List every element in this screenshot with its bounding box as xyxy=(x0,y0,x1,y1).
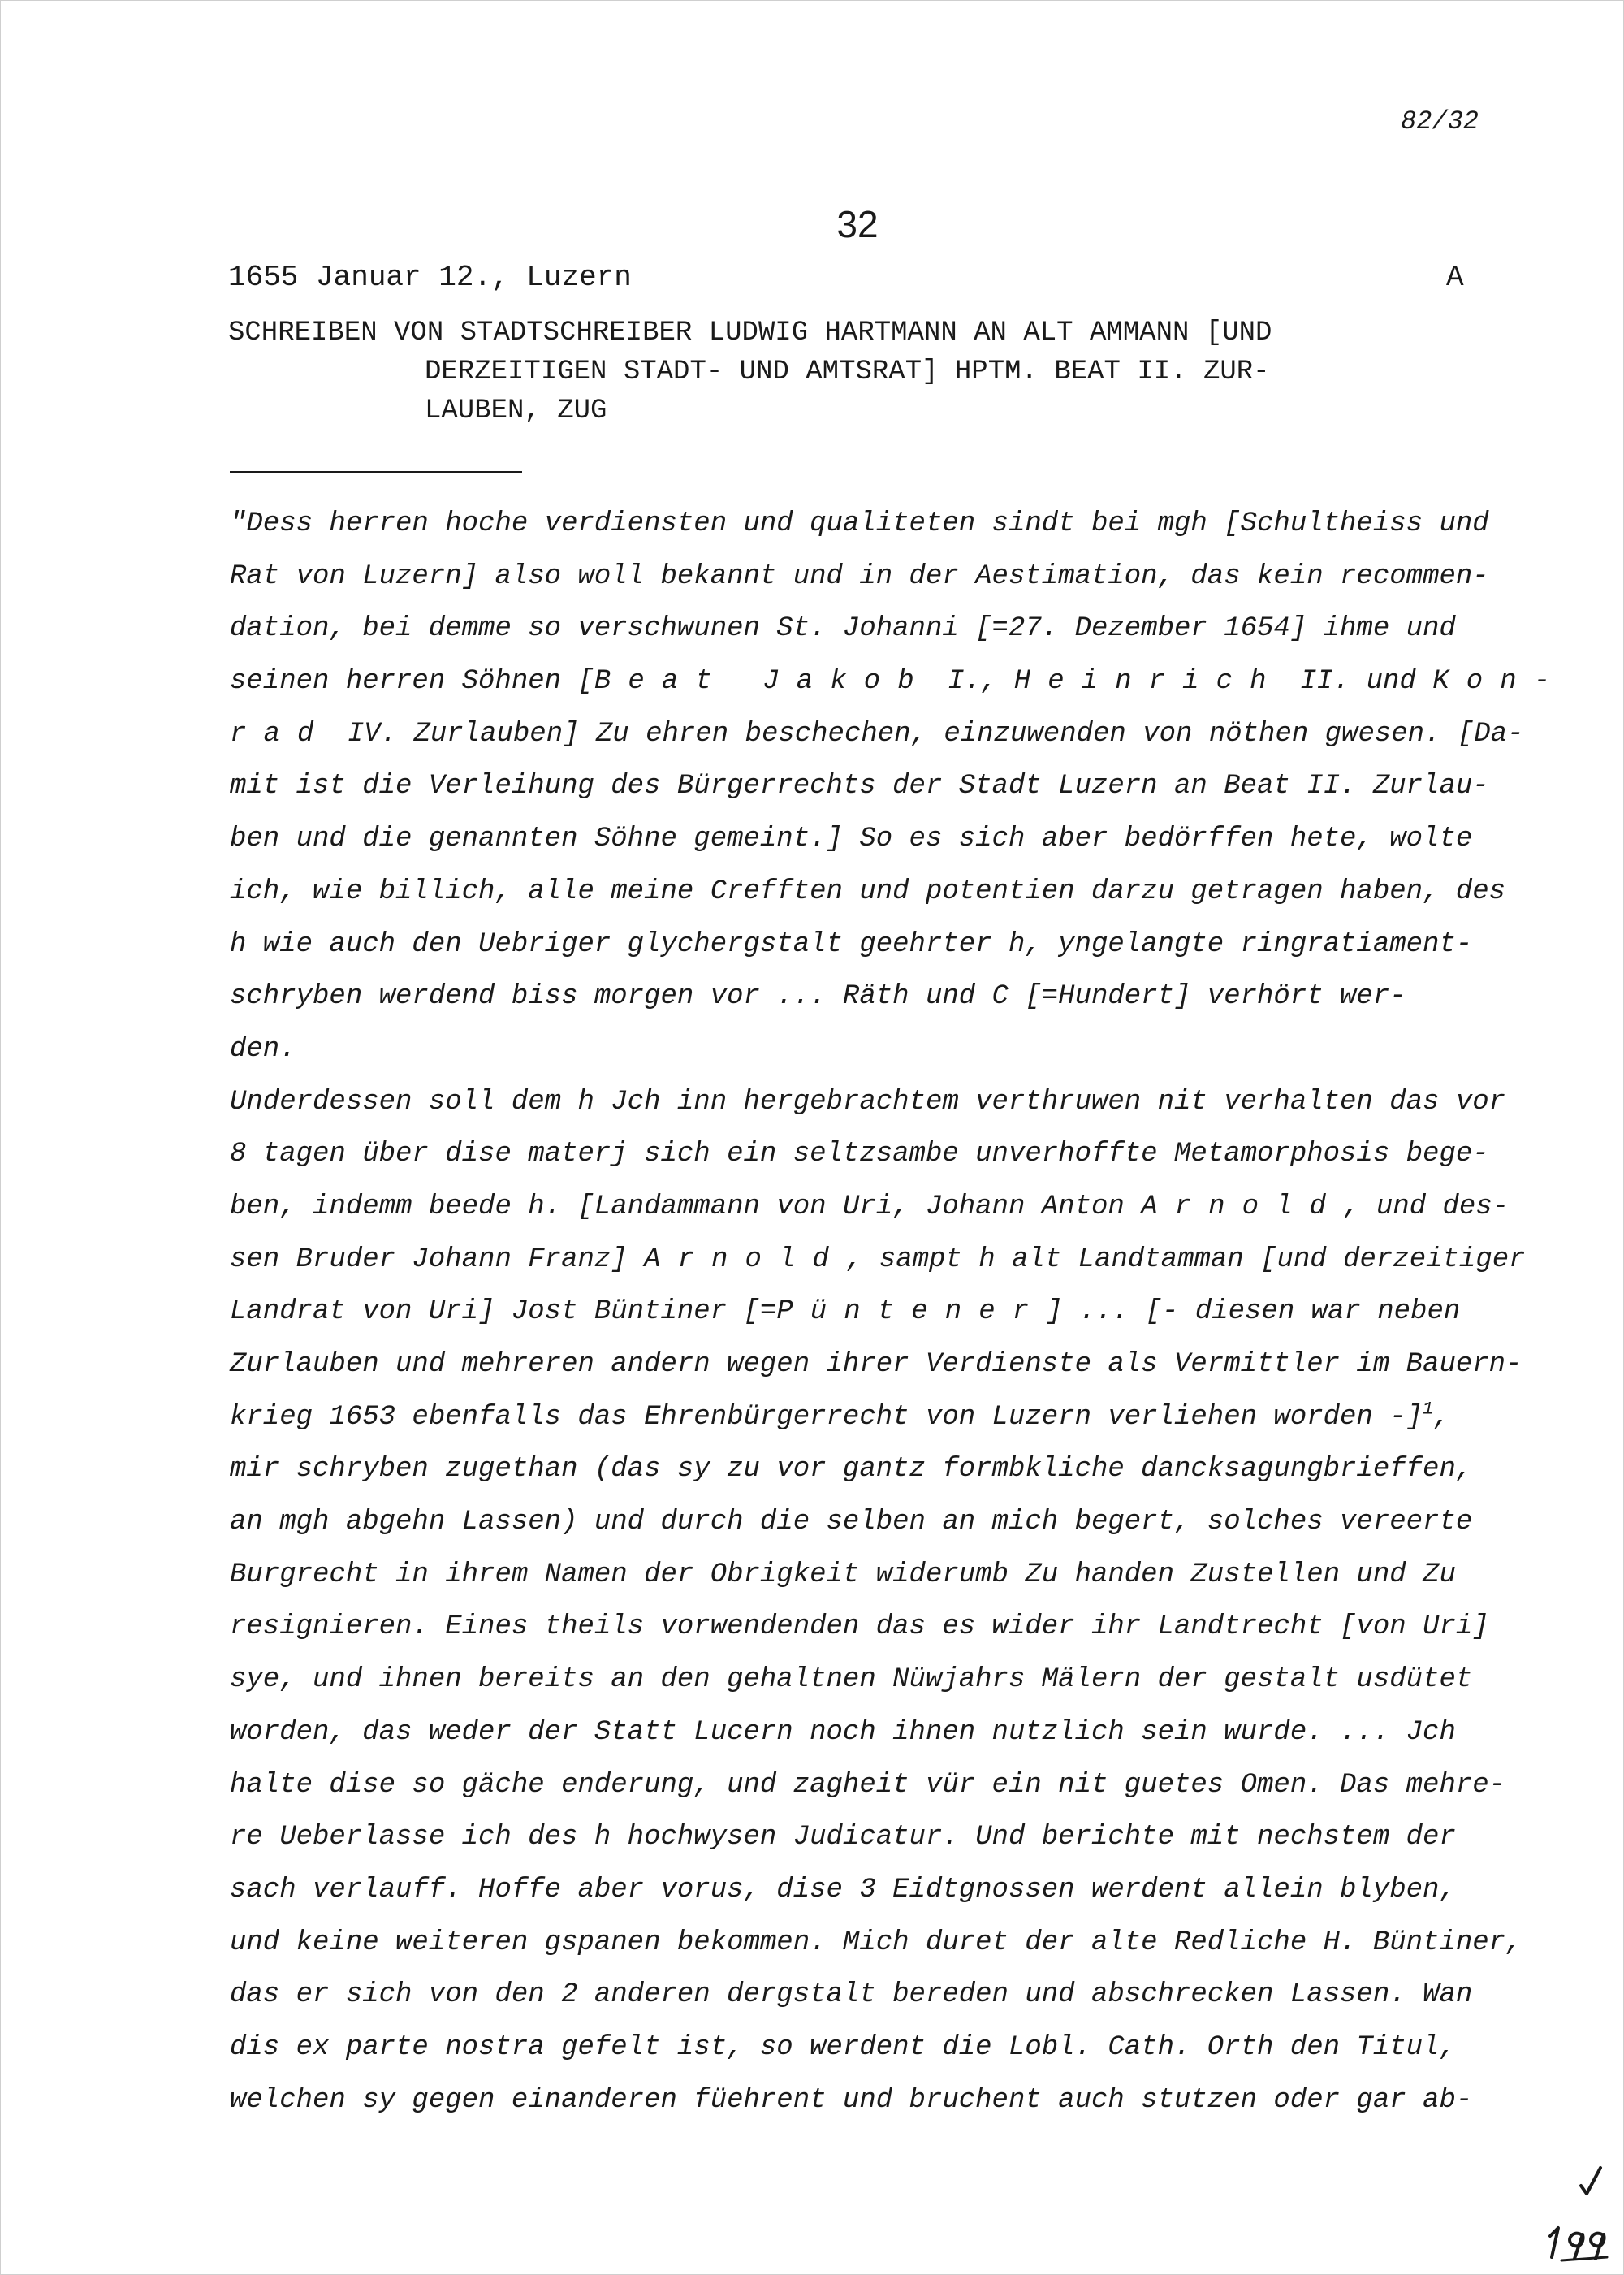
text-line: dation, bei demme so verschwunen St. Johanni [=27. Dezember 1654] ihme und xyxy=(230,613,1456,645)
letter-mark: A xyxy=(1446,261,1464,294)
text-line: ben und die genannten Söhne gemeint.] So es sich aber bedörffen hete, wolte xyxy=(230,824,1473,855)
text-line: schryben werdend biss morgen vor ... Räth und C [=Hundert] verhört wer- xyxy=(230,981,1406,1013)
handwritten-digit xyxy=(1550,2228,1558,2257)
spaced-name: Arnold xyxy=(644,1243,846,1275)
text-line: sen Bruder Johann Franz] Arnold, sampt h alt Landtamman [und derzeitiger xyxy=(230,1243,1526,1275)
date-place-line: 1655 Januar 12., Luzern xyxy=(228,261,632,294)
text-line: re Ueberlasse ich des h hochwysen Judicatur. Und berichte mit nechstem der xyxy=(230,1822,1456,1853)
spaced-name: Beat Jakob xyxy=(594,666,931,698)
spaced-name: Arnold xyxy=(1141,1191,1344,1222)
text-line: Landrat von Uri] Jost Büntiner [=Püntener] ... [- diesen war neben xyxy=(230,1296,1461,1328)
text-line: ben, indemm beede h. [Landammann von Uri, Johann Anton Arnold, und des- xyxy=(230,1191,1510,1222)
handwritten-marks xyxy=(1544,2161,1609,2267)
text-line: "Dess herren hoche verdiensten und qualiteten sindt bei mgh [Schultheiss und xyxy=(230,508,1489,539)
text-line: sye, und ihnen bereits an den gehaltnen Nüwjahrs Mälern der gestalt usdütet xyxy=(230,1664,1473,1696)
text-line: Burgrecht in ihrem Namen der Obrigkeit widerumb Zu handen Zustellen und Zu xyxy=(230,1559,1456,1590)
text-line: ich, wie billich, alle meine Crefften und potentien darzu getragen haben, des xyxy=(230,876,1506,907)
text-line: krieg 1653 ebenfalls das Ehrenbürgerrecht von Luzern verliehen worden -]$^1$, xyxy=(230,1399,1450,1433)
underline-stroke xyxy=(1561,2257,1607,2260)
text-line: an mgh abgehn Lassen) und durch die selben an mich begert, solches vereerte xyxy=(230,1507,1473,1538)
document-number: 32 xyxy=(836,203,879,245)
text-line: mir schryben zugethan (das sy zu vor gantz formbkliche dancksagungbrieffen, xyxy=(230,1454,1473,1486)
archive-reference: 82/32 xyxy=(1400,106,1479,136)
text-line: halte dise so gäche enderung, und zagheit vür ein nit guetes Omen. Das mehre- xyxy=(230,1769,1506,1801)
text-line: welchen sy gegen einanderen füehrent und bruchent auch stutzen oder gar ab- xyxy=(230,2084,1473,2116)
text-line: seinen herren Söhnen [Beat Jakob I., Heinrich II. und Kon- xyxy=(230,666,1568,698)
text-line: und keine weiteren gspanen bekommen. Mich duret der alte Redliche H. Büntiner, xyxy=(230,1927,1522,1958)
text-line: 8 tagen über dise materj sich ein seltzsambe unverhoffte Metamorphosis bege- xyxy=(230,1139,1489,1170)
spaced-name: Püntener xyxy=(776,1296,1047,1328)
text-line: Rat von Luzern] also woll bekannt und in der Aestimation, das kein recommen- xyxy=(230,560,1489,592)
spaced-name: Kon- xyxy=(1432,666,1568,698)
title-line: LAUBEN, ZUG xyxy=(425,396,607,426)
title-line: DERZEITIGEN STADT- UND AMTSRAT] HPTM. BEAT II. ZUR- xyxy=(425,357,1270,387)
text-line: sach verlauff. Hoffe aber vorus, dise 3 Eidtgnossen werdent allein blyben, xyxy=(230,1874,1456,1905)
document-title xyxy=(228,314,1479,430)
text-line: worden, das weder der Statt Lucern noch ihnen nutzlich sein wurde. ... Jch xyxy=(230,1716,1456,1748)
footnote-marker: 1 xyxy=(1423,1399,1434,1420)
text-line: den. xyxy=(230,1033,296,1065)
separator-rule xyxy=(230,471,522,473)
text-line: dis ex parte nostra gefelt ist, so werdent die Lobl. Cath. Orth den Titul, xyxy=(230,2031,1456,2063)
handwritten-digit xyxy=(1591,2234,1604,2259)
text-line: h wie auch den Uebriger glychergstalt geehrter h, yngelangte ringratiament- xyxy=(230,928,1473,960)
text-line: Underdessen soll dem h Jch inn hergebrachtem verthruwen nit verhalten das vor xyxy=(230,1086,1506,1118)
text-line: Zurlauben und mehreren andern wegen ihrer Verdienste als Vermittler im Bauern- xyxy=(230,1349,1522,1380)
text-line: resignieren. Eines theils vorwendenden das es wider ihr Landtrecht [von Uri] xyxy=(230,1611,1489,1643)
spaced-name: Heinrich xyxy=(1013,666,1284,698)
text-line: mit ist die Verleihung des Bürgerrechts der Stadt Luzern an Beat II. Zurlau- xyxy=(230,771,1489,802)
text-line: das er sich von den 2 anderen dergstalt bereden und abschrecken Lassen. Wan xyxy=(230,1979,1473,2011)
letter-transcription xyxy=(230,498,1568,2126)
checkmark-icon xyxy=(1581,2168,1600,2194)
handwritten-digit xyxy=(1570,2234,1583,2259)
spaced-name: rad xyxy=(230,718,331,750)
title-line: SCHREIBEN VON STADTSCHREIBER LUDWIG HARTMANN AN ALT AMMANN [UND xyxy=(228,318,1272,348)
text-line: rad IV. Zurlauben] Zu ehren beschechen, einzuwenden von nöthen gwesen. [Da- xyxy=(230,718,1524,750)
